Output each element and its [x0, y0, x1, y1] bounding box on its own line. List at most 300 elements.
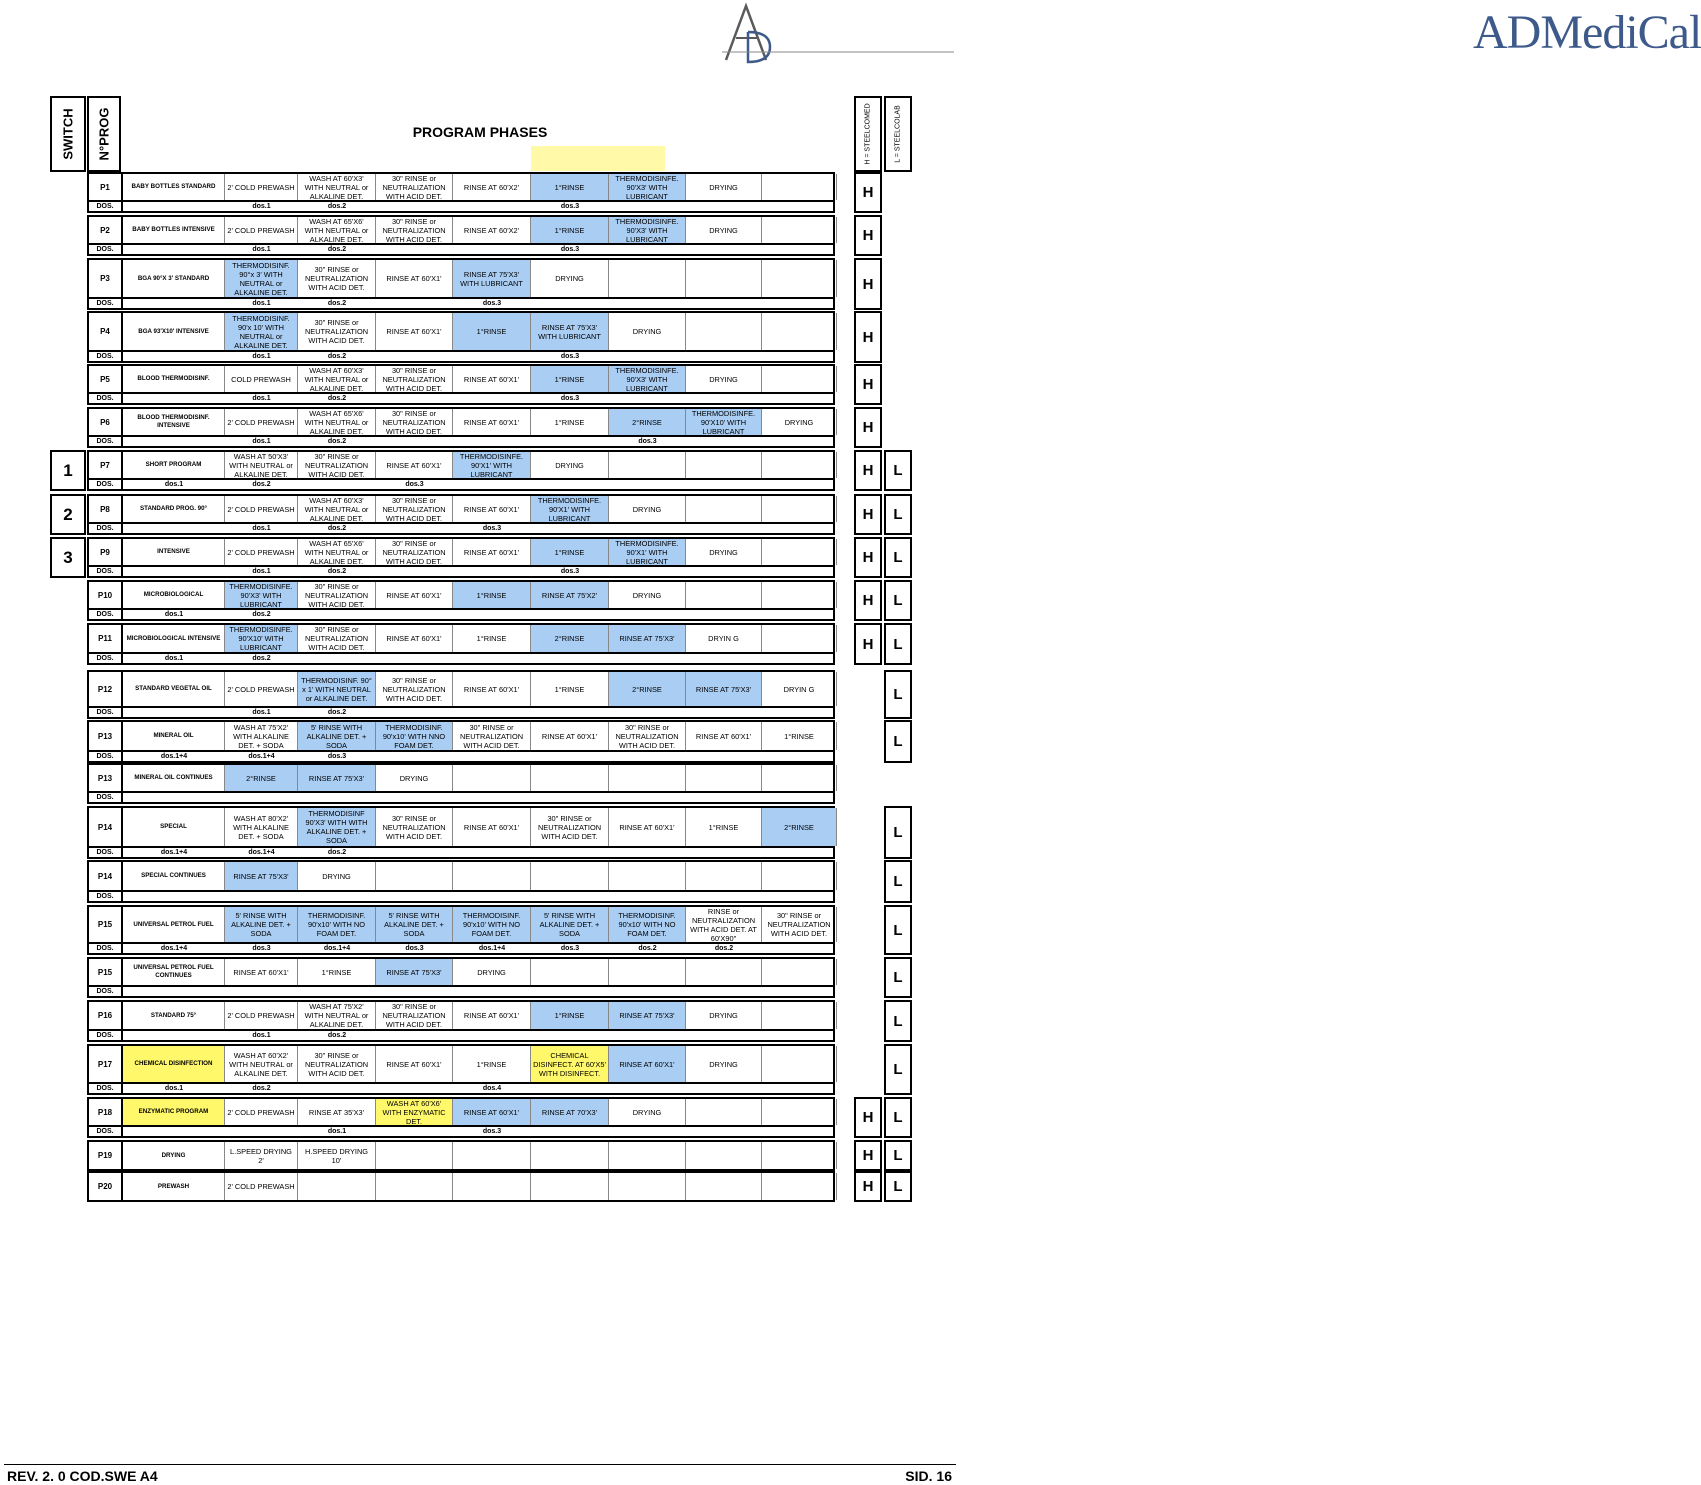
dosing-value: [531, 610, 609, 619]
phase-cell: 2' COLD PREWASH: [225, 1099, 298, 1125]
dosing-value: [686, 394, 762, 403]
program-row: [87, 172, 835, 202]
phase-cell: RINSE AT 75'X3': [609, 1002, 686, 1029]
dosing-value: [453, 352, 531, 361]
dosing-label: DOS.: [89, 944, 123, 953]
dosing-value: [686, 299, 762, 308]
phase-cell: [531, 862, 609, 890]
dosing-value: [686, 352, 762, 361]
dosing-value: [123, 1127, 225, 1136]
phase-cell: [762, 496, 837, 522]
dosing-value: [123, 524, 225, 533]
dosing-value: dos.4: [482, 1085, 502, 1092]
phase-cell: THERMODISINFE. 90'X1' WITH LUBRICANT: [531, 496, 609, 522]
dosing-row: [87, 793, 835, 804]
dosing-value: [762, 752, 837, 761]
dosing-value: [609, 567, 686, 576]
dosing-value: [686, 245, 762, 254]
phase-cell: RINSE AT 60'X1': [531, 722, 609, 750]
machine-l-flag: L: [884, 580, 912, 621]
program-name: DRYING: [123, 1142, 225, 1169]
footer-revision: REV. 2. 0 COD.SWE A4: [7, 1468, 158, 1484]
phase-cell: RINSE AT 60'X1': [686, 722, 762, 750]
program-number: P2: [89, 217, 123, 243]
phase-cell: [762, 1173, 837, 1200]
phase-cell: THERMODISINFE. 90'X1' WITH LUBRICANT: [453, 452, 531, 478]
program-name: BGA 90°X 3' STANDARD: [123, 260, 225, 297]
phase-cell: DRYING: [762, 409, 837, 435]
dosing-value: [609, 892, 686, 901]
phase-cell: 30" RINSE or NEUTRALIZATION WITH ACID DET.: [376, 366, 453, 392]
phase-cell: RINSE AT 35'X3': [298, 1099, 376, 1125]
dosing-row: [87, 708, 835, 719]
dosing-value: dos.1: [252, 203, 271, 210]
dosing-value: [453, 654, 531, 663]
dosing-value: [123, 1031, 225, 1040]
machine-h-flag: H: [854, 494, 882, 535]
phase-cell: RINSE AT 75'X3' WITH LUBRICANT: [453, 260, 531, 297]
dosing-value: [123, 437, 225, 446]
phase-cell: DRYING: [298, 862, 376, 890]
program-row: [87, 215, 835, 245]
phase-cell: [531, 1142, 609, 1169]
dosing-label: DOS.: [89, 245, 123, 254]
dosing-value: dos.2: [252, 481, 271, 488]
machine-l-flag: L: [884, 623, 912, 665]
machine-l-flag: L: [884, 537, 912, 578]
program-name: CHEMICAL DISINFECTION: [123, 1046, 225, 1082]
dosing-value: [762, 524, 837, 533]
dosing-value: [762, 987, 837, 996]
dosing-value: [376, 567, 453, 576]
dosing-label: DOS.: [89, 848, 123, 857]
program-name: UNIVERSAL PETROL FUEL: [123, 907, 225, 942]
dosing-value: [609, 202, 686, 211]
phase-cell: [762, 1099, 837, 1125]
phase-cell: 30" RINSE or NEUTRALIZATION WITH ACID DET.: [762, 907, 837, 942]
phase-cell: THERMODISINF. 90'x10' WITH NO FOAM DET.: [609, 907, 686, 942]
phase-cell: RINSE AT 60'X1': [376, 452, 453, 478]
dosing-value: [298, 1084, 376, 1093]
dosing-value: dos.1: [252, 525, 271, 532]
phase-cell: 1°RINSE: [453, 625, 531, 652]
dosing-value: [453, 245, 531, 254]
dosing-value: [123, 987, 225, 996]
phase-cell: [762, 452, 837, 478]
dosing-value: [609, 480, 686, 489]
dosing-value: dos.1+4: [248, 849, 275, 856]
dosing-value: [686, 793, 762, 802]
program-row: [87, 258, 835, 299]
dosing-label: DOS.: [89, 480, 123, 489]
dosing-value: [225, 793, 298, 802]
program-number: P13: [89, 765, 123, 791]
dosing-value: [686, 1031, 762, 1040]
program-number: P7: [89, 452, 123, 478]
program-row: [87, 1171, 835, 1202]
dosing-value: dos.3: [560, 945, 580, 952]
dosing-value: [453, 708, 531, 717]
program-number: P12: [89, 672, 123, 706]
machine-h-flag: H: [854, 1171, 882, 1202]
phase-cell: WASH AT 60'X2' WITH NEUTRAL or ALKALINE DET.: [225, 1046, 298, 1082]
dosing-label: DOS.: [89, 567, 123, 576]
phase-cell: 2' COLD PREWASH: [225, 539, 298, 565]
dosing-value: [376, 202, 453, 211]
dosing-value: [686, 524, 762, 533]
dosing-value: [376, 987, 453, 996]
phase-cell: 2' COLD PREWASH: [225, 496, 298, 522]
phase-cell: [686, 862, 762, 890]
dosing-value: [762, 480, 837, 489]
machine-l-flag: L: [884, 957, 912, 998]
dosing-row: [87, 524, 835, 535]
phase-cell: 2°RINSE: [225, 765, 298, 791]
phase-cell: 2' COLD PREWASH: [225, 672, 298, 706]
phase-cell: [762, 217, 837, 243]
phase-cell: WASH AT 80'X2' WITH ALKALINE DET. + SODA: [225, 808, 298, 846]
phase-cell: THERMODISINFE. 90'X10' WITH LUBRICANT: [225, 625, 298, 652]
dosing-value: [531, 752, 609, 761]
dosing-value: [686, 654, 762, 663]
dosing-value: [531, 708, 609, 717]
phase-cell: RINSE AT 60'X2': [453, 174, 531, 200]
dosing-value: [123, 892, 225, 901]
dosing-value: [531, 654, 609, 663]
machine-h-flag: H: [854, 623, 882, 665]
phase-cell: [686, 1173, 762, 1200]
dosing-value: [531, 1084, 609, 1093]
machine-l-flag: L: [884, 860, 912, 903]
machine-h-flag: H: [854, 407, 882, 448]
program-name: BGA 93'X10' INTENSIVE: [123, 313, 225, 350]
dosing-value: [453, 202, 531, 211]
phase-cell: 30" RINSE or NEUTRALIZATION WITH ACID DET.: [376, 409, 453, 435]
dosing-row: [87, 944, 835, 955]
machine-l-flag: L: [884, 1000, 912, 1042]
dosing-value: dos.1: [252, 353, 271, 360]
phase-cell: 5' RINSE WITH ALKALINE DET. + SODA: [376, 907, 453, 942]
phase-cell: [762, 260, 837, 297]
phase-cell: THERMODISINF. 90'x10' WITH NO FOAM DET.: [453, 907, 531, 942]
program-name: BLOOD THERMODISINF.: [123, 366, 225, 392]
phase-cell: 30" RINSE or NEUTRALIZATION WITH ACID DET.: [453, 722, 531, 750]
footer-page-number: SID. 16: [905, 1468, 952, 1484]
program-number: P8: [89, 496, 123, 522]
dosing-value: dos.3: [560, 395, 580, 402]
dosing-value: [531, 524, 609, 533]
dosing-value: [531, 793, 609, 802]
phase-cell: [686, 496, 762, 522]
phase-cell: [609, 1173, 686, 1200]
phase-cell: 1°RINSE: [686, 808, 762, 846]
machine-h-flag: H: [854, 1097, 882, 1138]
dosing-value: [298, 793, 376, 802]
machine-l-flag: L: [884, 905, 912, 955]
dosing-value: [762, 1031, 837, 1040]
dosing-value: [376, 524, 453, 533]
program-row: [87, 905, 835, 944]
program-row: [87, 623, 835, 654]
dosing-row: [87, 987, 835, 998]
dosing-value: [609, 654, 686, 663]
phase-cell: DRYING: [609, 1099, 686, 1125]
phase-cell: [376, 1142, 453, 1169]
dosing-value: dos.1+4: [248, 753, 275, 760]
dosing-value: [453, 793, 531, 802]
dosing-value: [531, 480, 609, 489]
dosing-value: dos.2: [327, 525, 347, 532]
phase-cell: THERMODISINF. 90°x 3' WITH NEUTRAL or ALKALINE DET.: [225, 260, 298, 297]
phase-cell: DRYING: [531, 260, 609, 297]
logo-wordmark: ADMediCal: [1473, 6, 1701, 59]
machine-h-flag: H: [854, 364, 882, 405]
phase-cell: RINSE AT 60'X1': [376, 1046, 453, 1082]
dosing-value: [531, 299, 609, 308]
program-name: MICROBIOLOGICAL: [123, 582, 225, 608]
dosing-value: [762, 944, 837, 953]
phase-cell: WASH AT 60'X3' WITH NEUTRAL or ALKALINE DET.: [298, 174, 376, 200]
dosing-value: [762, 610, 837, 619]
dosing-value: [686, 892, 762, 901]
dosing-value: [762, 708, 837, 717]
machine-l-flag: L: [884, 494, 912, 535]
dosing-row: [87, 1031, 835, 1042]
dosing-value: [453, 892, 531, 901]
dosing-label: DOS.: [89, 524, 123, 533]
phase-cell: THERMODISINF. 90'x10' WITH NO FOAM DET.: [298, 907, 376, 942]
dosing-value: [376, 892, 453, 901]
dosing-value: [376, 1084, 453, 1093]
phase-cell: 5' RINSE WITH ALKALINE DET. + SODA: [531, 907, 609, 942]
dosing-value: [298, 480, 376, 489]
dosing-label: DOS.: [89, 654, 123, 663]
program-number: P6: [89, 409, 123, 435]
phase-cell: [531, 1173, 609, 1200]
phase-cell: DRYING: [453, 959, 531, 985]
phase-cell: WASH AT 60'X3' WITH NEUTRAL or ALKALINE DET.: [298, 366, 376, 392]
phase-cell: [453, 1142, 531, 1169]
dosing-value: [686, 848, 762, 857]
phase-cell: RINSE or NEUTRALIZATION WITH ACID DET. AT 60'X90": [686, 907, 762, 942]
program-row: [87, 763, 835, 793]
dosing-value: dos.1+4: [160, 945, 188, 952]
dosing-value: dos.1: [252, 709, 271, 716]
dosing-label: DOS.: [89, 752, 123, 761]
dosing-value: [531, 437, 609, 446]
machine-h-flag: H: [854, 258, 882, 310]
phase-cell: RINSE AT 60'X1': [609, 808, 686, 846]
program-name: BABY BOTTLES STANDARD: [123, 174, 225, 200]
machine-h-flag: H: [854, 172, 882, 213]
phase-cell: 5' RINSE WITH ALKALINE DET. + SODA: [298, 722, 376, 750]
program-number: P1: [89, 174, 123, 200]
program-row: [87, 860, 835, 892]
dosing-value: dos.1+4: [478, 945, 506, 952]
phase-cell: [686, 260, 762, 297]
dosing-value: [123, 202, 225, 211]
dosing-value: [123, 708, 225, 717]
dosing-value: [686, 567, 762, 576]
phase-cell: WASH AT 60'X3' WITH NEUTRAL or ALKALINE DET.: [298, 496, 376, 522]
dosing-value: [762, 892, 837, 901]
phase-cell: THERMODISINFE. 90'X10' WITH LUBRICANT: [686, 409, 762, 435]
switch-number: 2: [50, 494, 86, 535]
machine-l-flag: L: [884, 1171, 912, 1202]
phase-cell: RINSE AT 60'X1': [376, 582, 453, 608]
dosing-value: dos.2: [252, 1085, 271, 1092]
dosing-value: dos.1: [164, 611, 184, 618]
l-machine-header: [884, 96, 912, 172]
dosing-value: dos.3: [560, 353, 580, 360]
phase-cell: RINSE AT 75'X3' WITH LUBRICANT: [531, 313, 609, 350]
phase-cell: L.SPEED DRYING 2': [225, 1142, 298, 1169]
machine-l-flag: L: [884, 1140, 912, 1171]
dosing-row: [87, 245, 835, 256]
program-row: [87, 1097, 835, 1127]
phase-cell: [298, 1173, 376, 1200]
dosing-value: [376, 654, 453, 663]
phase-cell: WASH AT 65'X6' WITH NEUTRAL or ALKALINE DET.: [298, 539, 376, 565]
dosing-value: [609, 987, 686, 996]
dosing-value: dos.3: [405, 481, 424, 488]
program-number: P17: [89, 1046, 123, 1082]
dosing-value: dos.3: [252, 945, 271, 952]
dosing-label: DOS.: [89, 793, 123, 802]
dosing-value: dos.1: [327, 1128, 347, 1135]
dosing-value: [376, 610, 453, 619]
program-row: [87, 537, 835, 567]
dosing-value: [298, 610, 376, 619]
company-logo: [718, 2, 1701, 64]
dosing-value: [453, 610, 531, 619]
phase-cell: WASH AT 75'X2' WITH NEUTRAL or ALKALINE DET.: [298, 1002, 376, 1029]
phase-cell: 1°RINSE: [531, 174, 609, 200]
dosing-value: dos.3: [327, 753, 347, 760]
dosing-value: [376, 793, 453, 802]
phase-cell: 30" RINSE or NEUTRALIZATION WITH ACID DET.: [376, 1002, 453, 1029]
phase-cell: 1°RINSE: [531, 217, 609, 243]
dosing-value: [609, 1084, 686, 1093]
dosing-value: [609, 1127, 686, 1136]
dosing-value: [609, 752, 686, 761]
h-machine-header: [854, 96, 882, 172]
phase-cell: RINSE AT 60'X1': [609, 1046, 686, 1082]
phase-cell: 1°RINSE: [531, 1002, 609, 1029]
dosing-label: DOS.: [89, 437, 123, 446]
dosing-value: [453, 567, 531, 576]
switch-number: 1: [50, 450, 86, 491]
phase-cell: RINSE AT 70'X3': [531, 1099, 609, 1125]
dosing-value: [531, 848, 609, 857]
phase-cell: [686, 765, 762, 791]
phase-cell: RINSE AT 60'X1': [376, 313, 453, 350]
phase-cell: RINSE AT 60'X1': [453, 496, 531, 522]
phase-cell: 30" RINSE or NEUTRALIZATION WITH ACID DET.: [376, 217, 453, 243]
phase-cell: RINSE AT 75'X3': [686, 672, 762, 706]
dosing-label: DOS.: [89, 610, 123, 619]
logo-mark-icon: [718, 2, 958, 64]
phase-cell: DRYING: [686, 539, 762, 565]
dosing-value: [762, 567, 837, 576]
dosing-value: dos.2: [327, 203, 347, 210]
program-name: PREWASH: [123, 1173, 225, 1200]
machine-l-flag: L: [884, 1044, 912, 1095]
program-number: P14: [89, 808, 123, 846]
phase-cell: WASH AT 60'X6' WITH ENZYMATIC DET.: [376, 1099, 453, 1125]
dosing-value: dos.2: [327, 395, 347, 402]
dosing-value: dos.1: [252, 438, 271, 445]
dosing-row: [87, 352, 835, 363]
phase-cell: 1°RINSE: [453, 1046, 531, 1082]
phase-cell: 2°RINSE: [609, 672, 686, 706]
phase-cell: RINSE AT 60'X1': [453, 366, 531, 392]
program-row: [87, 364, 835, 394]
dosing-value: [609, 1031, 686, 1040]
phase-cell: [609, 452, 686, 478]
phase-cell: [762, 625, 837, 652]
dosing-value: [686, 610, 762, 619]
program-row: [87, 450, 835, 480]
dosing-value: [686, 437, 762, 446]
dosing-row: [87, 848, 835, 859]
dosing-value: [762, 394, 837, 403]
dosing-value: [762, 245, 837, 254]
dosing-value: dos.2: [327, 438, 347, 445]
phase-cell: 2' COLD PREWASH: [225, 1002, 298, 1029]
program-number: P9: [89, 539, 123, 565]
dosing-value: dos.2: [714, 945, 734, 952]
phase-cell: [762, 1046, 837, 1082]
phase-cell: 1°RINSE: [298, 959, 376, 985]
phase-cell: RINSE AT 75'X3': [376, 959, 453, 985]
dosing-value: dos.1: [164, 1085, 184, 1092]
dosing-value: [686, 480, 762, 489]
dosing-row: [87, 1084, 835, 1095]
dosing-value: dos.1: [252, 246, 271, 253]
dosing-value: dos.2: [327, 709, 347, 716]
program-number: P18: [89, 1099, 123, 1125]
dosing-value: dos.1: [252, 1032, 271, 1039]
dosing-value: dos.1: [252, 568, 271, 575]
phase-cell: RINSE AT 75'X3': [298, 765, 376, 791]
dosing-value: [453, 1031, 531, 1040]
dosing-value: dos.1+4: [160, 753, 188, 760]
program-name: BABY BOTTLES INTENSIVE: [123, 217, 225, 243]
phase-cell: THERMODISINF. 90'x 10' WITH NEUTRAL or ALKALINE DET.: [225, 313, 298, 350]
program-number: P3: [89, 260, 123, 297]
phase-cell: 1°RINSE: [531, 539, 609, 565]
dosing-value: [609, 848, 686, 857]
phase-cell: RINSE AT 60'X1': [453, 672, 531, 706]
dosing-value: [762, 437, 837, 446]
dosing-label: DOS.: [89, 352, 123, 361]
program-number: P5: [89, 366, 123, 392]
dosing-value: [376, 352, 453, 361]
program-number: P16: [89, 1002, 123, 1029]
dosing-value: dos.2: [327, 568, 347, 575]
phase-cell: 2°RINSE: [762, 808, 837, 846]
program-number: P10: [89, 582, 123, 608]
dosing-value: [686, 1084, 762, 1093]
dosing-value: [531, 1031, 609, 1040]
phase-cell: 1°RINSE: [531, 366, 609, 392]
phase-cell: DRYIN G: [762, 672, 837, 706]
phase-cell: 30" RINSE or NEUTRALIZATION WITH ACID DET.: [298, 1046, 376, 1082]
phase-cell: [609, 765, 686, 791]
phase-cell: [762, 959, 837, 985]
program-row: [87, 1140, 835, 1171]
